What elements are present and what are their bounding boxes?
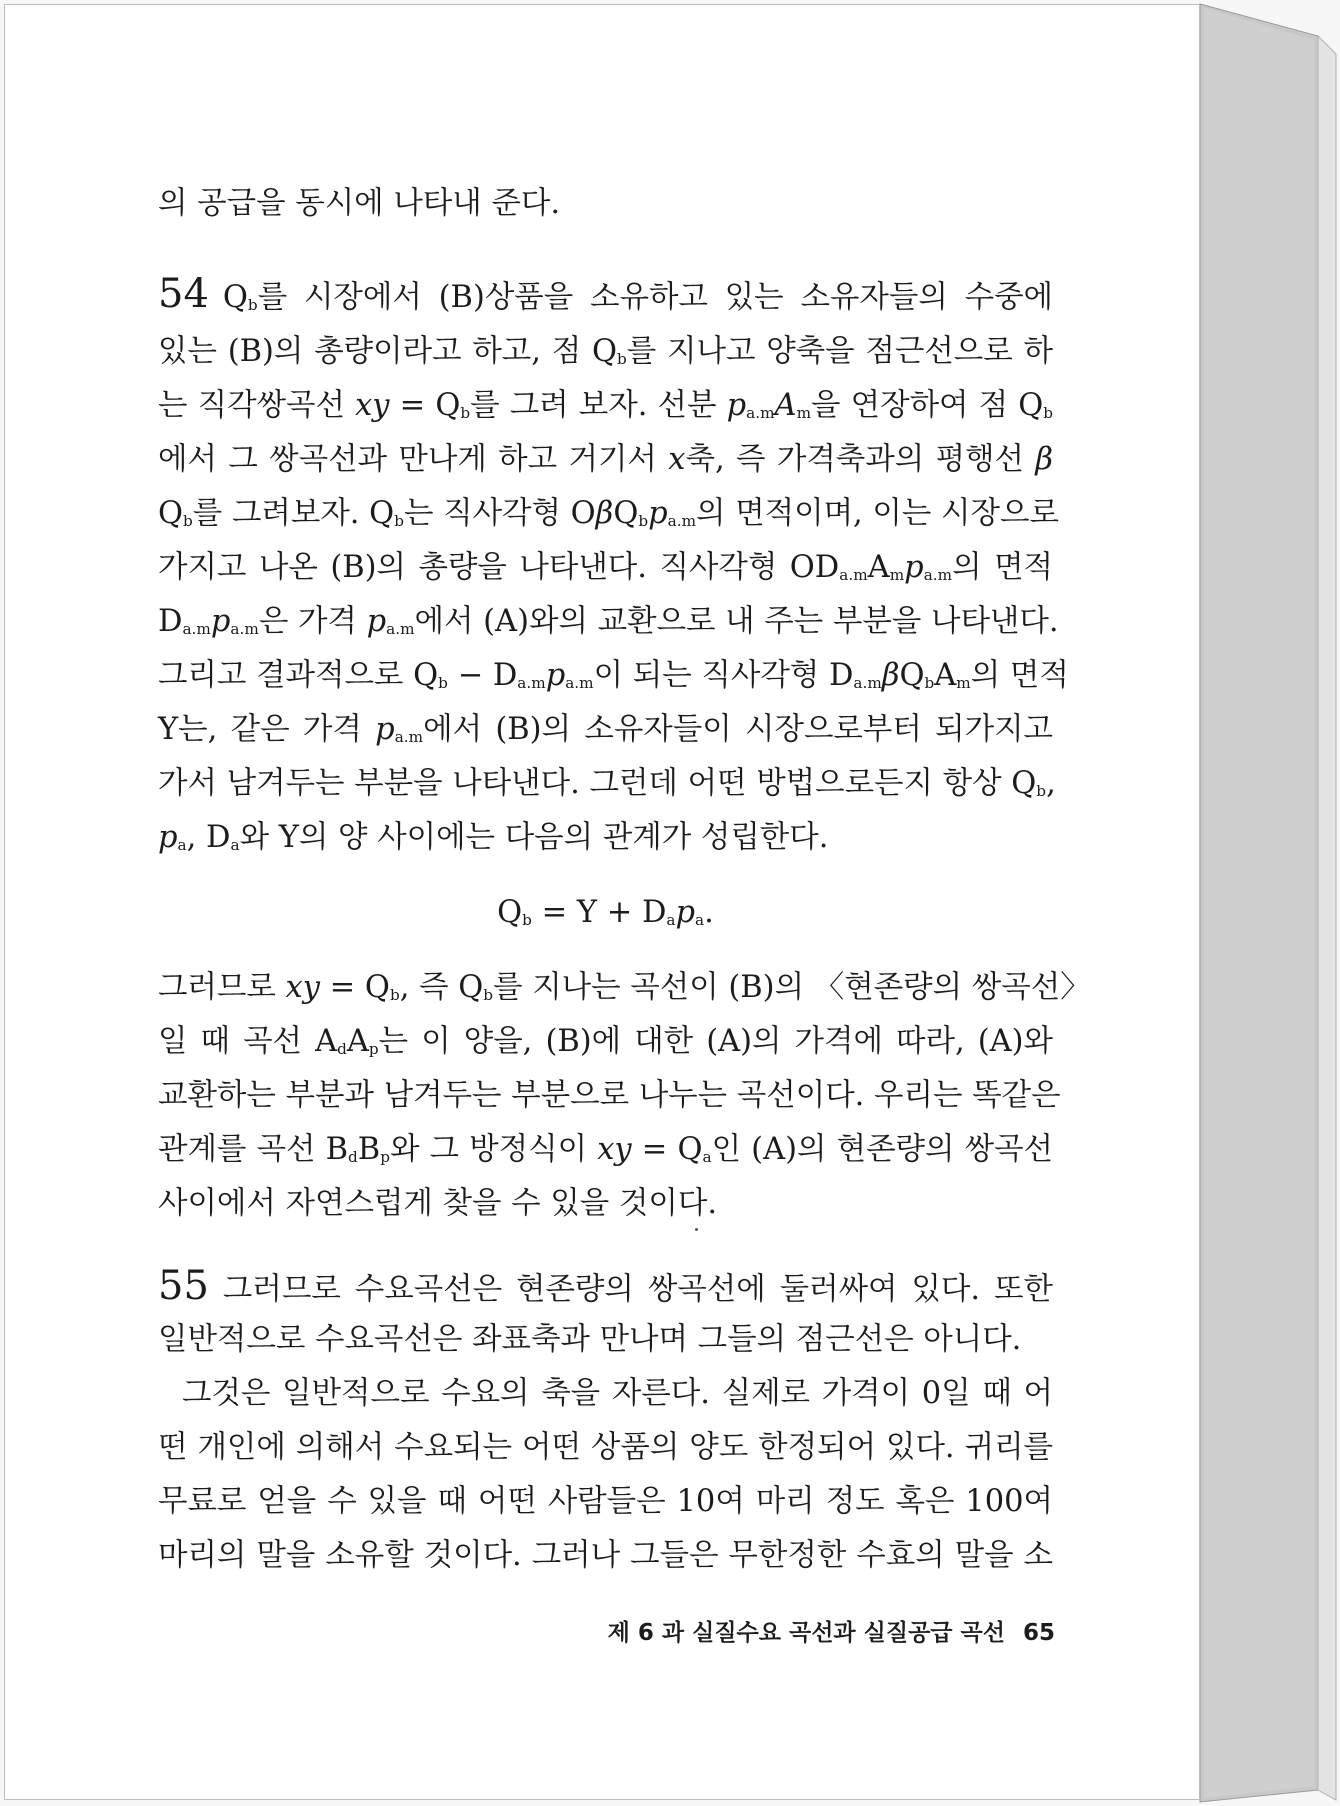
p54-line-4: $Q_b$를 그려보자. $Q_b$는 직사각형 $O\beta Q_bp_{a.m}$의 면적이며, 이는 시장으로 bbox=[158, 496, 1059, 531]
p55-line-0: 55 그러므로 수요곡선은 현존량의 쌍곡선에 둘러싸여 있다. 또한 bbox=[158, 1263, 1053, 1309]
p54-after-line-0: 그러므로 xy = $Q_b$, 즉 $Q_b$를 지나는 곡선이 (B)의 〈현존량의 쌍곡선〉 bbox=[158, 970, 1091, 1005]
p54-after-line-1: 일 때 곡선 $A_dA_p$는 이 양을, (B)에 대한 (A)의 가격에 따라, (A)와 bbox=[158, 1024, 1053, 1059]
chapter-title: 제 6 과 실질수요 곡선과 실질공급 곡선 bbox=[607, 1620, 1005, 1646]
p54-after-line-4: 사이에서 자연스럽게 찾을 수 있을 것이다. bbox=[158, 1186, 718, 1221]
p54-line-10: $p_a$, $D_a$와 Y의 양 사이에는 다음의 관계가 성립한다. bbox=[158, 820, 829, 855]
p54-after-line-2: 교환하는 부분과 남겨두는 부분으로 나누는 곡선이다. 우리는 똑같은 bbox=[158, 1078, 1061, 1113]
p54-line-9: 가서 남겨두는 부분을 나타낸다. 그런데 어떤 방법으로든지 항상 $Q_b$, bbox=[158, 766, 1056, 801]
p54-line-7: 그리고 결과적으로 $Q_b - D_{a.m}p_{a.m}$이 되는 직사각형 $D_{a.m}\beta Q_bA_m$의 면적 bbox=[158, 658, 1069, 693]
p55-line-4: 무료로 얻을 수 있을 때 어떤 사람들은 10여 마리 정도 혹은 100여 bbox=[158, 1484, 1053, 1519]
p55-line-3: 떤 개인에 의해서 수요되는 어떤 상품의 양도 한정되어 있다. 귀리를 bbox=[158, 1430, 1053, 1465]
p55-line-1: 일반적으로 수요곡선은 좌표축과 만나며 그들의 점근선은 아니다. bbox=[158, 1322, 1022, 1357]
p54-line-5: 가지고 나온 (B)의 총량을 나타낸다. 직사각형 $OD_{a.m}A_mp_{a.m}$의 면적 bbox=[158, 550, 1054, 585]
p54-after-line-3: 관계를 곡선 $B_dB_p$와 그 방정식이 xy = $Q_a$인 (A)의 현존량의 쌍곡선 bbox=[158, 1132, 1053, 1167]
p55-line-2: 그것은 일반적으로 수요의 축을 자른다. 실제로 가격이 0일 때 어 bbox=[182, 1376, 1053, 1411]
page-footer bbox=[550, 1618, 1055, 1648]
speck bbox=[695, 1228, 698, 1231]
paragraph-number: 54 bbox=[158, 271, 209, 317]
p54-line-6: $D_{a.m}p_{a.m}$은 가격 $p_{a.m}$에서 (A)와의 교환으로 내 주는 부분을 나타낸다. bbox=[158, 604, 1059, 639]
paragraph-number: 55 bbox=[158, 1263, 209, 1309]
top-line: 의 공급을 동시에 나타내 준다. bbox=[158, 186, 561, 221]
p54-line-0: 54 $Q_b$를 시장에서 (B)상품을 소유하고 있는 소유자들의 수중에 bbox=[158, 271, 1053, 317]
formula: $Q_b = Y + D_ap_a$. bbox=[497, 895, 714, 930]
p54-line-3: 에서 그 쌍곡선과 만나게 하고 거기서 x축, 즉 가격축과의 평행선 β bbox=[158, 442, 1053, 477]
p55-line-5: 마리의 말을 소유할 것이다. 그러나 그들은 무한정한 수효의 말을 소 bbox=[158, 1538, 1053, 1573]
p54-line-8: Y는, 같은 가격 $p_{a.m}$에서 (B)의 소유자들이 시장으로부터 되가지고 bbox=[158, 712, 1054, 747]
p54-line-1: 있는 (B)의 총량이라고 하고, 점 $Q_b$를 지나고 양축을 점근선으로 하 bbox=[158, 334, 1053, 369]
page-number: 65 bbox=[1022, 1620, 1055, 1646]
p54-line-2: 는 직각쌍곡선 xy = $Q_b$를 그려 보자. 선분 $p_{a.m}A_m$을 연장하여 점 $Q_b$ bbox=[158, 388, 1054, 423]
